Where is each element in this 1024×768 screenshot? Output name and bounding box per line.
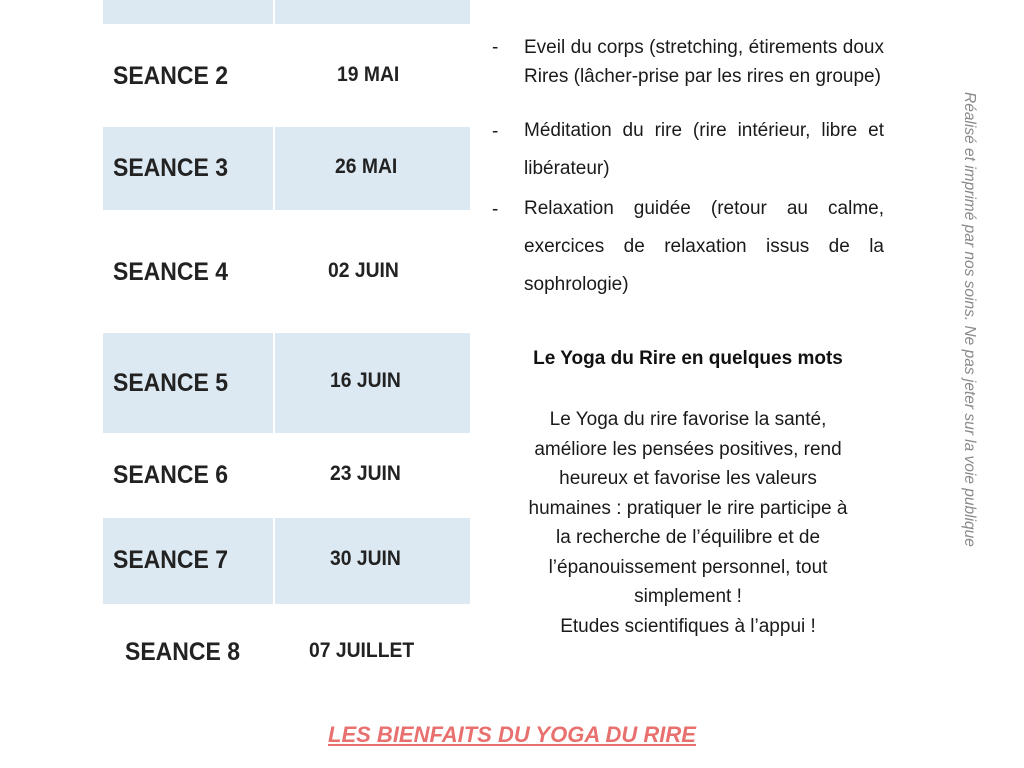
yoga-line: améliore les pensées positives, rend [534, 438, 842, 460]
session-date: 02 JUIN [328, 259, 399, 282]
activity-text: Relaxation guidée (retour au calme, exercices de relaxation issus de la sophrologie) [524, 198, 884, 295]
yoga-line: heureux et favorise les valeurs [559, 468, 817, 489]
yoga-line: humaines : pratiquer le rire participe à [528, 497, 848, 519]
schedule-row [103, 433, 470, 518]
schedule-row [103, 518, 470, 604]
list-item [492, 117, 884, 188]
yoga-line: simplement ! [634, 586, 742, 607]
activity-text: Eveil du corps (stretching, étirements doux Rires (lâcher-prise par les rires en groupe) [524, 37, 884, 87]
session-date: 16 JUIN [330, 369, 401, 392]
schedule-row [103, 604, 470, 684]
print-disclaimer: Réalisé et imprimé par nos soins. Ne pas jeter sur la voie publique [961, 92, 978, 547]
activity-text: Méditation du rire (rire intérieur, libre et libérateur) [524, 120, 884, 179]
schedule-row [103, 333, 470, 433]
session-label: SEANCE 2 [113, 62, 229, 90]
session-label: SEANCE 7 [113, 546, 229, 574]
session-label: SEANCE 8 [125, 638, 241, 666]
yoga-description [492, 405, 884, 641]
session-date: 26 MAI [335, 155, 398, 178]
session-date: 23 JUIN [330, 462, 401, 485]
yoga-line: Etudes scientifiques à l’appui ! [560, 615, 816, 637]
schedule-row [103, 210, 470, 333]
schedule-row [103, 0, 470, 24]
bullet-dash: - [492, 121, 499, 142]
schedule-row [103, 127, 470, 210]
session-label: SEANCE 3 [113, 154, 229, 182]
yoga-line: Le Yoga du rire favorise la santé, [549, 409, 827, 430]
session-label: SEANCE 4 [113, 258, 229, 286]
yoga-line: la recherche de l’équilibre et de [555, 527, 821, 548]
disclaimer-container [955, 92, 983, 640]
schedule-row [103, 24, 470, 127]
session-label: SEANCE 5 [113, 369, 229, 397]
yoga-line: l’épanouissement personnel, tout [548, 556, 828, 578]
list-item [492, 195, 884, 304]
bullet-dash: - [492, 199, 499, 220]
session-date: 30 JUIN [330, 547, 401, 570]
bullet-dash: - [492, 37, 499, 58]
session-date: 07 JUILLET [309, 639, 415, 662]
session-label: SEANCE 6 [113, 461, 229, 489]
session-date: 19 MAI [337, 63, 400, 86]
list-item [492, 33, 884, 91]
yoga-heading: Le Yoga du Rire en quelques mots [533, 348, 843, 369]
bienfaits-title: LES BIENFAITS DU YOGA DU RIRE [328, 722, 696, 747]
